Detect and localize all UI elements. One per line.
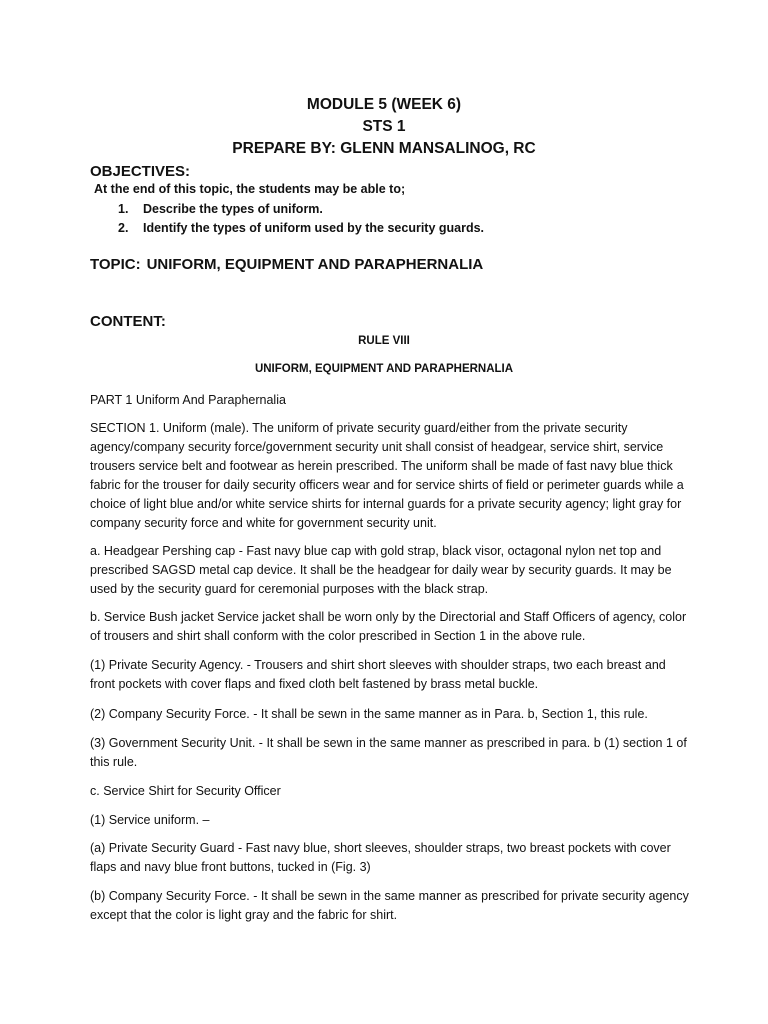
rule-number: RULE VIII: [358, 335, 410, 347]
list-item: [118, 219, 484, 238]
list-item: [118, 200, 484, 219]
list-text: Identify the types of uniform used by the security guards.: [143, 221, 485, 235]
paragraph-section-1: SECTION 1. Uniform (male). The uniform of private security guard/either from the private security agency/company security force/government security unit shall consist of headgear, service shirt, service trousers service belt and footwear as herein prescribed. The uniform shall be made of fast navy blue thick fabric for the trouser for daily security officers wear and for service shirts of field or perimeter guards while a choice of light blue and/or white service shirts for internal guards for a private security agency; light gray for company security force and white for government security unit.: [90, 421, 684, 530]
objectives-intro: At the end of this topic, the students may be able to;: [94, 182, 406, 196]
topic-label: TOPIC:: [90, 256, 141, 273]
content-heading: CONTENT:: [90, 313, 166, 330]
rule-title: UNIFORM, EQUIPMENT AND PARAPHERNALIA: [254, 363, 514, 375]
paragraph-service-uniform: (1) Service uniform. –: [90, 813, 210, 827]
objectives-list: [118, 200, 484, 238]
paragraph-private-guard: (a) Private Security Guard - Fast navy blue, short sleeves, shoulder straps, two breast pockets with cover flaps and navy blue front buttons, tucked in (Fig. 3): [90, 841, 671, 874]
list-number: 1.: [118, 202, 129, 216]
paragraph-company-force: (2) Company Security Force. - It shall be sewn in the same manner as in Para. b, Section 1, this rule.: [90, 707, 648, 721]
topic-line: [90, 256, 483, 273]
paragraph-part-1: PART 1 Uniform And Paraphernalia: [90, 393, 286, 407]
paragraph-service-shirt: c. Service Shirt for Security Officer: [90, 784, 281, 798]
prepared-by: PREPARE BY: GLENN MANSALINOG, RC: [232, 140, 536, 157]
list-number: 2.: [118, 221, 129, 235]
paragraph-private-agency: (1) Private Security Agency. - Trousers and shirt short sleeves with shoulder straps, two each breast and front pockets with cover flaps and fixed cloth belt fastened by brass metal buckle.: [90, 658, 666, 691]
paragraph-government-unit: (3) Government Security Unit. - It shall be sewn in the same manner as prescribed in para. b (1) section 1 of this rule.: [90, 736, 687, 769]
list-text: Describe the types of uniform.: [143, 202, 323, 216]
topic-value: UNIFORM, EQUIPMENT AND PARAPHERNALIA: [146, 256, 484, 273]
paragraph-company-security: (b) Company Security Force. - It shall be sewn in the same manner as prescribed for private security agency except that the color is light gray and the fabric for shirt.: [90, 889, 689, 922]
paragraph-bush-jacket: b. Service Bush jacket Service jacket shall be worn only by the Directorial and Staff Officers of agency, color of trousers and shirt shall conform with the color prescribed in Section 1 in the above rule.: [90, 610, 687, 643]
objectives-heading: OBJECTIVES:: [90, 163, 191, 180]
paragraph-headgear: a. Headgear Pershing cap - Fast navy blue cap with gold strap, black visor, octagonal nylon net top and prescribed SAGSD metal cap device. It shall be the headgear for daily wear by security guards. It may be used by the security guard for ceremonial purposes with the black strap.: [90, 544, 672, 596]
course-code: STS 1: [362, 118, 406, 135]
module-title: MODULE 5 (WEEK 6): [306, 96, 462, 113]
